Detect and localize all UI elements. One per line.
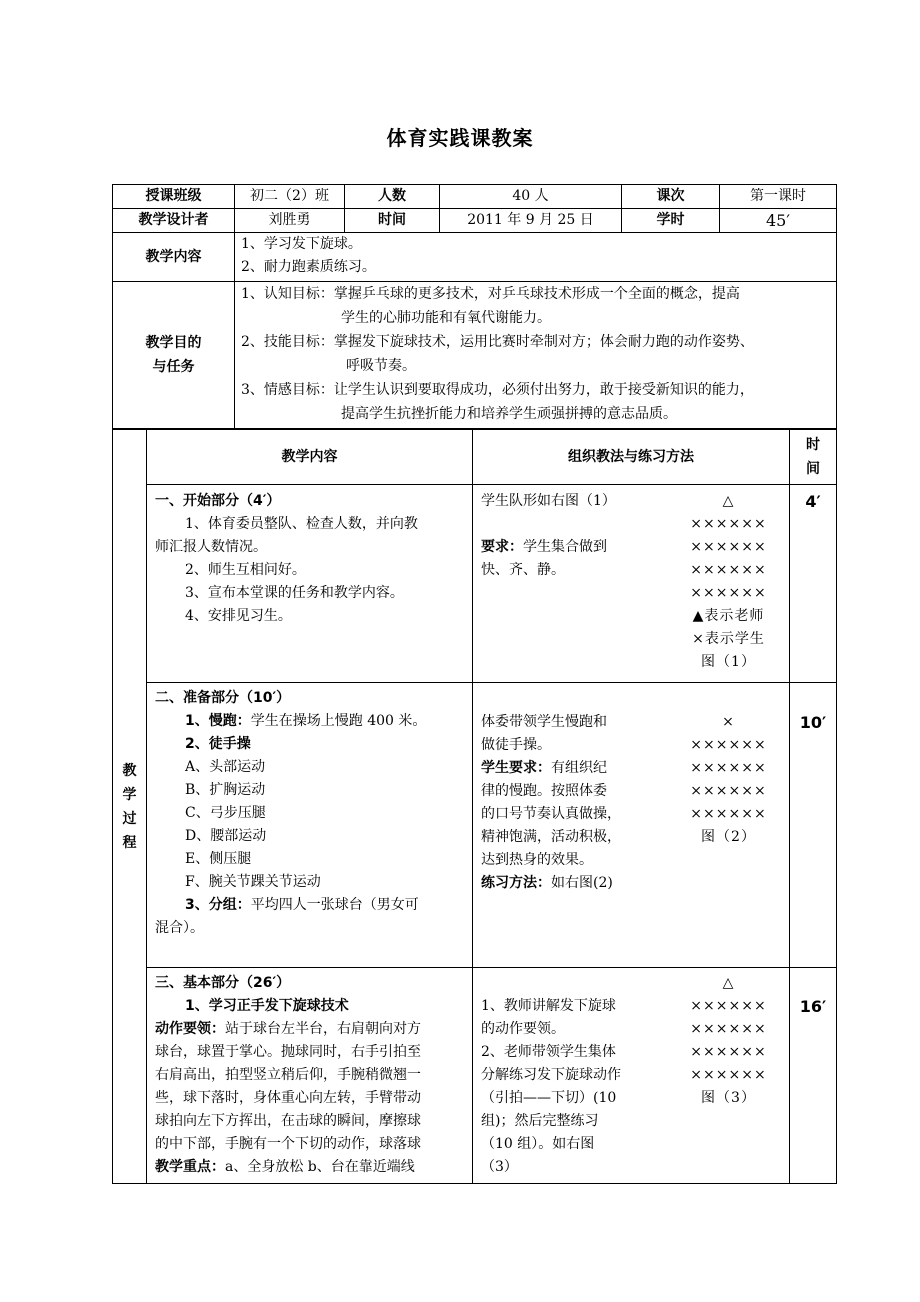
lesson-info-table bbox=[112, 184, 837, 429]
header-method: 组织教法与练习方法 bbox=[473, 430, 790, 485]
process-label: 程 bbox=[122, 834, 137, 851]
student-row: ×××××× bbox=[690, 539, 767, 555]
process-label: 过 bbox=[122, 810, 137, 827]
method-line: 律的慢跑。按照体委 bbox=[481, 783, 607, 799]
sub-item: C、弓步压腿 bbox=[185, 805, 266, 821]
list-item: 师汇报人数情况。 bbox=[155, 539, 267, 555]
section-time: 10′ bbox=[790, 683, 837, 968]
item-label: 1、学习正手发下旋球技术 bbox=[185, 998, 349, 1014]
method-line: 体委带领学生慢跑和 bbox=[481, 714, 607, 730]
process-table bbox=[112, 429, 837, 1184]
list-item: 右肩高出，拍型竖立稍后仰，手腕稍微翘一 bbox=[155, 1067, 421, 1083]
list-item: 3、宣布本堂课的任务和教学内容。 bbox=[185, 585, 404, 601]
student-row: ×××××× bbox=[690, 1044, 767, 1060]
leader-marker: × bbox=[722, 714, 735, 730]
time-label: 时间 bbox=[345, 209, 440, 233]
item-label: 3、分组： bbox=[185, 897, 251, 913]
teacher-marker: △ bbox=[722, 975, 735, 991]
item-label: 教学重点： bbox=[155, 1159, 225, 1175]
goal-line: 学生的心肺功能和有氧代谢能力。 bbox=[341, 310, 551, 326]
formation-figure-3 bbox=[671, 972, 786, 1179]
goal-line: 3、情感目标：让学生认识到要取得成功，必须付出努力，敢于接受新知识的能力， bbox=[241, 382, 754, 398]
legend-line: ×表示学生 bbox=[692, 631, 765, 647]
figure-caption: 图（2） bbox=[701, 829, 756, 845]
hours-label: 学时 bbox=[622, 209, 720, 233]
goal-line: 1、认知目标：掌握乒乓球的更多技术，对乒乓球技术形成一个全面的概念，提高 bbox=[241, 286, 740, 302]
formation-figure-2 bbox=[671, 711, 786, 895]
section-time: 4′ bbox=[790, 485, 837, 683]
content-label: 教学内容 bbox=[113, 233, 235, 282]
method-line: 1、教师讲解发下旋球 bbox=[481, 998, 616, 1014]
sub-item: B、扩胸运动 bbox=[185, 782, 266, 798]
method-line: 达到热身的效果。 bbox=[481, 852, 593, 868]
method-line: 有组织纪 bbox=[551, 760, 607, 776]
section-heading: 一、开始部分（4′） bbox=[155, 493, 281, 509]
goal-line: 2、技能目标：掌握发下旋球技术，运用比赛时牵制对方；体会耐力跑的动作姿势、 bbox=[241, 334, 754, 350]
time-value: 2011 年 9 月 25 日 bbox=[440, 209, 622, 233]
method-line: 的动作要领。 bbox=[481, 1021, 565, 1037]
item-label: 动作要领： bbox=[155, 1021, 225, 1037]
method-line: 学生队形如右图（1） bbox=[481, 493, 616, 509]
method-line: 学生集合做到 bbox=[523, 539, 607, 555]
process-label: 教 bbox=[122, 762, 137, 779]
student-row: ×××××× bbox=[690, 516, 767, 532]
header-time: 间 bbox=[806, 461, 820, 477]
student-row: ×××××× bbox=[690, 585, 767, 601]
sub-item: F、腕关节踝关节运动 bbox=[185, 874, 321, 890]
list-item: 站于球台左半台，右肩朝向对方 bbox=[225, 1021, 421, 1037]
sub-item: E、侧压腿 bbox=[185, 851, 252, 867]
content-line: 2、耐力跑素质练习。 bbox=[241, 259, 376, 275]
section-heading: 二、准备部分（10′） bbox=[155, 690, 291, 706]
method-label: 练习方法： bbox=[481, 875, 551, 891]
header-content: 教学内容 bbox=[147, 430, 473, 485]
student-row: ×××××× bbox=[690, 760, 767, 776]
item-label: 1、慢跑： bbox=[185, 713, 251, 729]
list-item: 4、安排见习生。 bbox=[185, 608, 292, 624]
goals-label: 教学目的 bbox=[145, 335, 202, 351]
student-row: ×××××× bbox=[690, 562, 767, 578]
goals-label: 与任务 bbox=[152, 359, 195, 375]
sub-item: D、腰部运动 bbox=[185, 828, 267, 844]
student-row: ×××××× bbox=[690, 1067, 767, 1083]
header-time: 时 bbox=[806, 437, 820, 453]
method-line: 的口号节奏认真做操， bbox=[481, 806, 621, 822]
list-item: a、全身放松 b、台在靠近端线 bbox=[225, 1159, 415, 1175]
process-label: 学 bbox=[122, 786, 137, 803]
sub-item: A、头部运动 bbox=[185, 759, 266, 775]
count-value: 40 人 bbox=[440, 185, 622, 209]
goal-line: 呼吸节奏。 bbox=[346, 358, 416, 374]
page-title: 体育实践课教案 bbox=[386, 126, 534, 150]
class-label: 授课班级 bbox=[113, 185, 235, 209]
method-line: 快、齐、静。 bbox=[481, 562, 565, 578]
list-item: 球拍向左下方挥出，在击球的瞬间，摩擦球 bbox=[155, 1113, 421, 1129]
legend-line: ▲表示老师 bbox=[692, 608, 765, 624]
section-time: 16′ bbox=[790, 968, 837, 1184]
list-item: 混合）。 bbox=[155, 920, 204, 936]
item-label: 2、徒手操 bbox=[185, 736, 251, 752]
method-line: 组)；然后完整练习 bbox=[481, 1113, 599, 1129]
formation-figure-1 bbox=[671, 490, 786, 674]
teacher-marker: △ bbox=[722, 493, 735, 509]
student-row: ×××××× bbox=[690, 998, 767, 1014]
method-line: 分解练习发下旋球动作 bbox=[481, 1067, 621, 1083]
count-label: 人数 bbox=[345, 185, 440, 209]
list-item: 平均四人一张球台（男女可 bbox=[250, 897, 419, 913]
method-label: 学生要求： bbox=[481, 760, 551, 776]
lesson-label: 课次 bbox=[622, 185, 720, 209]
list-item: 的中下部，手腕有一个下切的动作，球落球 bbox=[155, 1136, 421, 1152]
hours-value: 45′ bbox=[720, 209, 837, 233]
method-line: 如右图(2) bbox=[551, 875, 613, 891]
class-value: 初二（2）班 bbox=[235, 185, 345, 209]
list-item: 2、师生互相问好。 bbox=[185, 562, 306, 578]
method-line: 精神饱满，活动积极， bbox=[481, 829, 621, 845]
content-line: 1、学习发下旋球。 bbox=[241, 236, 362, 252]
list-item: 球台，球置于掌心。抛球同时，右手引拍至 bbox=[155, 1044, 421, 1060]
section-heading: 三、基本部分（26′） bbox=[155, 975, 291, 991]
goal-line: 提高学生抗挫折能力和培养学生顽强拼搏的意志品质。 bbox=[341, 406, 677, 422]
method-line: 做徒手操。 bbox=[481, 737, 551, 753]
list-item: 学生在操场上慢跑 400 米。 bbox=[250, 713, 427, 729]
list-item: 些，球下落时，身体重心向左转，手臂带动 bbox=[155, 1090, 421, 1106]
lesson-value: 第一课时 bbox=[720, 185, 837, 209]
figure-caption: 图（1） bbox=[701, 654, 756, 670]
student-row: ×××××× bbox=[690, 737, 767, 753]
student-row: ×××××× bbox=[690, 783, 767, 799]
figure-caption: 图（3） bbox=[701, 1090, 756, 1106]
method-line: （3） bbox=[481, 1159, 518, 1175]
method-line: 2、老师带领学生集体 bbox=[481, 1044, 616, 1060]
designer-value: 刘胜勇 bbox=[235, 209, 345, 233]
designer-label: 教学设计者 bbox=[113, 209, 235, 233]
list-item: 1、体育委员整队、检查人数，并向教 bbox=[185, 516, 418, 532]
method-line: （10 组）。如右图 bbox=[481, 1136, 595, 1152]
student-row: ×××××× bbox=[690, 806, 767, 822]
method-line: （引拍——下切）(10 bbox=[481, 1090, 617, 1106]
method-label: 要求： bbox=[481, 539, 523, 555]
student-row: ×××××× bbox=[690, 1021, 767, 1037]
